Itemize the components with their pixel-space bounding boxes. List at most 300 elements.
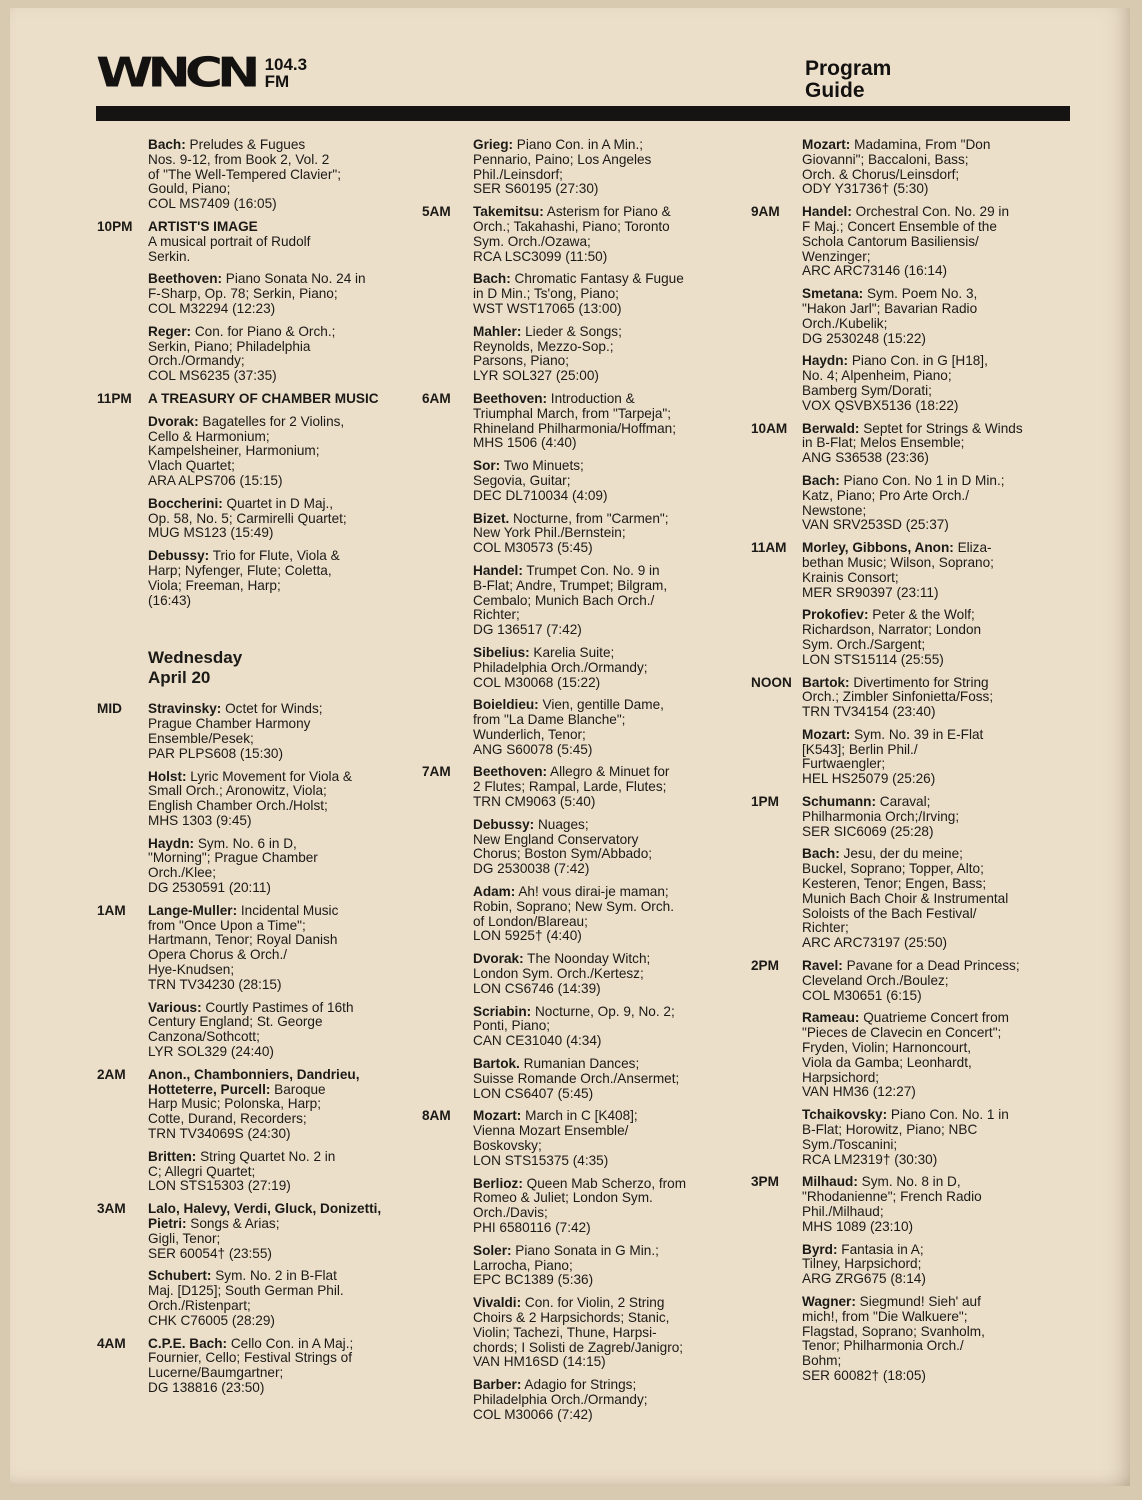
composer-name: Sor: (473, 458, 501, 474)
entry-line (148, 415, 397, 430)
entry-line: LYR SOL327 (25:00) (473, 368, 599, 384)
entry-line (473, 952, 732, 967)
entry-line (802, 422, 1061, 437)
slot-entries (473, 138, 732, 197)
entry-text: Con. for Piano & Orch.; (191, 323, 336, 339)
entry-line: Triumphal March, from "Tarpeja"; (473, 405, 672, 421)
entry-line: ODY Y31736† (5:30) (802, 181, 929, 197)
program-entry (148, 1269, 397, 1328)
program-entry (473, 698, 732, 757)
entry-text: Sym. No. 8 in D, (857, 1174, 961, 1190)
entry-line: Lucerne/Baumgartner; (148, 1365, 284, 1381)
entry-text: Septet for Strings & Winds (859, 420, 1023, 436)
entry-line: "Morning"; Prague Chamber (148, 850, 318, 866)
program-title: ARTIST'S IMAGE (148, 218, 258, 234)
time-slot (751, 541, 1061, 667)
entry-line: English Chamber Orch./Holst; (148, 798, 328, 814)
slot-time: 11PM (97, 390, 132, 406)
entry-line (473, 1244, 732, 1259)
program-entry (148, 1150, 397, 1194)
slot-entries (473, 765, 732, 1101)
composer-name: Soler: (473, 1242, 512, 1258)
composer-name: Various: (148, 999, 202, 1015)
composer-name: Milhaud: (802, 1174, 858, 1190)
entry-line: ARC ARC73197 (25:50) (802, 935, 948, 951)
entry-line: mich!, from "Die Walkuere"; (802, 1308, 968, 1324)
entry-line (473, 1378, 732, 1393)
time-slot (97, 702, 397, 896)
slot-time: 7AM (422, 764, 451, 780)
program-entry (148, 392, 397, 407)
program-entry (148, 272, 397, 316)
entry-line: Choirs & 2 Harpsichords; Stanic, (473, 1309, 670, 1325)
time-slot (751, 138, 1061, 197)
entry-line (473, 765, 732, 780)
entry-line: Rhineland Philharmonia/Hoffman; (473, 420, 677, 436)
entry-text: Lieder & Songs; (521, 323, 622, 339)
entry-line: Schola Cantorum Basiliensis/ (802, 233, 979, 249)
program-entry (473, 325, 732, 384)
program-entry (802, 474, 1061, 533)
program-entry (802, 138, 1061, 197)
entry-line: bethan Music; Wilson, Soprano; (802, 554, 994, 570)
composer-name: Scriabin: (473, 1003, 532, 1019)
station-logo (96, 49, 308, 100)
entry-text: Chromatic Fantasy & Fugue (510, 271, 684, 287)
entry-line: CAN CE31040 (4:34) (473, 1033, 602, 1049)
entry-line: Op. 58, No. 5; Carmirelli Quartet; (148, 510, 347, 526)
composer-name: Bach: (148, 137, 186, 152)
entry-line: Orch./Klee; (148, 865, 216, 881)
slot-entries (802, 205, 1061, 413)
logo-mark: WNCN (96, 49, 255, 97)
entry-line (148, 1001, 397, 1016)
slot-entries (148, 904, 397, 1060)
entry-line: TRN CM9063 (5:40) (473, 794, 596, 810)
entry-line: DEC DL710034 (4:09) (473, 487, 608, 503)
entry-text: Piano Con. in A Min.; (513, 137, 644, 152)
composer-name: Grieg: (473, 137, 514, 152)
entry-text: Adagio for Strings; (521, 1377, 637, 1393)
entry-line: Orch. & Chorus/Leinsdorf; (802, 166, 960, 182)
composer-name: Berlioz: (473, 1175, 523, 1191)
program-entry (473, 765, 732, 809)
program-entry (148, 1337, 397, 1396)
entry-text: A musical portrait of Rudolf (148, 233, 311, 249)
entry-line: RCA LSC3099 (11:50) (473, 248, 608, 264)
page-title-line-1: Program (805, 57, 892, 80)
composer-name: Wagner: (802, 1293, 856, 1309)
slot-entries (473, 205, 732, 384)
slot-entries (802, 541, 1061, 667)
entry-line (473, 325, 732, 340)
entry-line: Tenor; Philharmonia Orch./ (802, 1338, 964, 1354)
entry-line (473, 138, 732, 153)
entry-text: Allegro & Minuet for (547, 764, 670, 780)
entry-line: 2 Flutes; Rampal, Larde, Flutes; (473, 779, 667, 795)
time-slot (751, 205, 1061, 413)
entry-line: Flagstad, Soprano; Svanholm, (802, 1323, 985, 1339)
program-entry (473, 564, 732, 638)
entry-line: PHI 6580116 (7:42) (473, 1220, 591, 1235)
program-entry (802, 1011, 1061, 1100)
entry-line: COL M30068 (15:22) (473, 674, 601, 690)
entry-line: RCA LM2319† (30:30) (802, 1151, 938, 1167)
entry-line (802, 474, 1061, 489)
page-title-line-2: Guide (805, 79, 865, 102)
entry-text: Incidental Music (237, 902, 339, 918)
time-slot (422, 138, 732, 197)
program-entry (473, 138, 732, 197)
entry-line: Orch./Ristenpart; (148, 1298, 251, 1313)
program-entry (802, 608, 1061, 667)
program-entry (802, 676, 1061, 720)
entry-line: Fournier, Cello; Festival Strings of (148, 1350, 352, 1366)
composer-name: Mozart: (802, 726, 851, 742)
composer-name: Berwald: (802, 420, 860, 436)
time-slot (97, 138, 397, 212)
composer-name: Ravel: (802, 958, 843, 974)
entry-line: (16:43) (148, 592, 192, 608)
entry-line (148, 497, 397, 512)
composer-name: Britten: (148, 1148, 197, 1164)
entry-line: VAN HM16SD (14:15) (473, 1354, 606, 1370)
entry-text: Octet for Winds; (221, 701, 323, 717)
composer-name: Debussy: (473, 816, 535, 832)
time-slot (97, 1068, 397, 1194)
entry-text: Piano Sonata in G Min.; (511, 1242, 659, 1258)
entry-line: Serkin. (148, 248, 191, 264)
entry-text: Peter & the Wolf; (868, 607, 975, 623)
entry-text: Preludes & Fugues (185, 137, 306, 152)
entry-line: B-Flat; Horowitz, Piano; NBC (802, 1122, 978, 1138)
entry-line: Kampelsheiner, Harmonium; (148, 443, 320, 459)
entry-text: Asterism for Piano & (543, 204, 671, 220)
entry-line: of London/Blareau; (473, 913, 588, 929)
entry-text: Orchestral Con. No. 29 in (851, 204, 1010, 220)
slot-time: 1AM (97, 902, 126, 918)
entry-line: TRN TV34230 (28:15) (148, 976, 282, 992)
entry-line (473, 885, 732, 900)
entry-line: Harpsichord; (802, 1069, 880, 1085)
time-slot (751, 795, 1061, 951)
entry-line: Harp Music; Polonska, Harp; (148, 1096, 322, 1112)
entry-line: Orch./Kubelik; (802, 315, 888, 331)
entry-line: Buckel, Soprano; Topper, Alto; (802, 861, 984, 877)
entry-line (802, 354, 1061, 369)
entry-text: Courtly Pastimes of 16th (201, 999, 354, 1015)
entry-line: CHK C76005 (28:29) (148, 1312, 275, 1328)
entry-line: Philadelphia Orch./Ormandy; (473, 1391, 648, 1407)
composer-name: Takemitsu: (473, 204, 544, 220)
composer-name: Mahler: (473, 323, 522, 339)
entry-line: VOX QSVBX5136 (18:22) (802, 397, 959, 413)
composer-name: Mozart: (473, 1108, 522, 1124)
program-entry (473, 1296, 732, 1370)
day-date: April 20 (148, 668, 211, 688)
entry-line: Orch./Davis; (473, 1205, 548, 1221)
slot-time: 8AM (422, 1108, 451, 1124)
time-slot (97, 1202, 397, 1328)
program-entry (802, 1108, 1061, 1167)
slot-time: 2AM (97, 1066, 126, 1082)
program-entry (473, 512, 732, 556)
composer-name: Morley, Gibbons, Anon: (802, 540, 954, 556)
entry-line: Cello & Harmonium; (148, 428, 270, 444)
entry-line (802, 1011, 1061, 1026)
entry-line: Nos. 9-12, from Book 2, Vol. 2 (148, 151, 330, 167)
slot-entries (802, 1175, 1061, 1383)
entry-text: Lyric Movement for Viola & (186, 768, 352, 784)
entry-line (473, 459, 732, 474)
composer-name: Boccherini: (148, 495, 223, 511)
entry-line (148, 1150, 397, 1165)
entry-text: Nocturne, Op. 9, No. 2; (531, 1003, 675, 1019)
entry-text: Sym. No. 6 in D, (194, 835, 297, 851)
entry-line: Furtwaengler; (802, 756, 886, 772)
entry-line (802, 959, 1061, 974)
entry-line: Viola da Gamba; Leonhardt, (802, 1054, 972, 1070)
slot-time: MID (97, 701, 122, 717)
program-title: A TREASURY OF CHAMBER MUSIC (148, 390, 379, 406)
entry-line (473, 512, 732, 527)
entry-line: Orch./Ormandy; (148, 353, 245, 369)
entry-line: from "Once Upon a Time"; (148, 917, 306, 933)
entry-line: Prague Chamber Harmony (148, 716, 311, 732)
entry-line: TRN TV34069S (24:30) (148, 1126, 291, 1142)
program-entry (802, 287, 1061, 346)
slot-time: 11AM (751, 540, 787, 556)
time-slot (97, 220, 397, 384)
entry-line: Wenzinger; (802, 248, 871, 264)
entry-line: PAR PLPS608 (15:30) (148, 745, 284, 761)
composer-name: Handel: (473, 562, 523, 578)
composer-name: Beethoven: (473, 764, 548, 780)
entry-line: COL MS6235 (37:35) (148, 368, 277, 384)
entry-line: SER 60082† (18:05) (802, 1367, 926, 1383)
program-entry (802, 795, 1061, 839)
entry-line (148, 138, 397, 153)
entry-line: ARC ARC73146 (16:14) (802, 263, 948, 279)
program-entry (802, 354, 1061, 413)
frequency-number: 104.3 (264, 55, 308, 74)
slot-entries (148, 220, 397, 384)
entry-text: Quartet in D Maj., (222, 495, 334, 511)
entry-line (148, 549, 397, 564)
time-slot (422, 765, 732, 1101)
slot-entries (802, 795, 1061, 951)
composer-name: Lange-Muller: (148, 902, 238, 918)
entry-line: HEL HS25079 (25:26) (802, 771, 936, 787)
composer-name: Vivaldi: (473, 1295, 522, 1311)
composer-name: Bach: (802, 846, 840, 862)
entry-line: LON CS6407 (5:45) (473, 1085, 594, 1101)
entry-line: DG 2530248 (15:22) (802, 330, 926, 346)
entry-line: Maj. [D125]; South German Phil. (148, 1283, 344, 1299)
time-slot (422, 205, 732, 384)
program-entry (473, 1109, 732, 1168)
entry-line (802, 795, 1061, 810)
time-slot (751, 422, 1061, 534)
entry-text: Cello Con. in A Maj.; (227, 1335, 354, 1351)
composer-name: Bach: (802, 472, 840, 488)
entry-text: Jesu, der du meine; (839, 846, 963, 862)
composer-name: Smetana: (802, 286, 864, 302)
column-1 (97, 138, 397, 1404)
entry-line (148, 837, 397, 852)
entry-line: Sym. Orch./Sargent; (802, 636, 926, 652)
composer-name: Holst: (148, 768, 187, 784)
entry-line (148, 1337, 397, 1352)
program-entry (148, 325, 397, 384)
entry-line (148, 702, 397, 717)
entry-line: COL M30066 (7:42) (473, 1406, 593, 1422)
entry-text: Sym. No. 39 in E-Flat (850, 726, 984, 742)
entry-line: Bohm; (802, 1353, 842, 1369)
frequency-band: FM (264, 72, 290, 91)
composer-name: Anon., Chambonniers, Dandrieu, Hotteterre, Purcell: (148, 1066, 360, 1097)
program-entry (473, 646, 732, 690)
entry-line: DG 2530591 (20:11) (148, 880, 271, 896)
entry-text: Caraval; (876, 794, 931, 810)
entry-text: Bagatelles for 2 Violins, (198, 413, 345, 429)
entry-line: Fryden, Violin; Harnoncourt, (802, 1040, 971, 1056)
entry-line: VAN HM36 (12:27) (802, 1084, 916, 1100)
entry-text: Piano Con. No. 1 in (887, 1107, 1009, 1123)
entry-line (802, 847, 1061, 862)
entry-line: LON STS15375 (4:35) (473, 1152, 609, 1168)
entry-line (802, 138, 1061, 153)
entry-line: VAN SRV253SD (25:37) (802, 517, 949, 533)
time-slot (97, 392, 397, 608)
entry-line: MER SR90397 (23:11) (802, 584, 939, 600)
entry-line (473, 205, 732, 220)
entry-line: Richter; (473, 607, 520, 623)
composer-name: Handel: (802, 204, 852, 220)
program-entry (148, 1001, 397, 1060)
entry-line: Small Orch.; Aronowitz, Viola; (148, 783, 327, 799)
entry-line: LYR SOL329 (24:40) (148, 1044, 274, 1060)
slot-entries (148, 1202, 397, 1328)
composer-name: Beethoven: (148, 271, 223, 287)
entry-line: F Maj.; Concert Ensemble of the (802, 218, 997, 234)
composer-name: Bach: (473, 271, 511, 287)
entry-line: LON STS15303 (27:19) (148, 1178, 291, 1194)
entry-line: "Hakon Jarl"; Bavarian Radio (802, 300, 978, 316)
entry-line: Serkin, Piano; Philadelphia (148, 338, 311, 354)
program-entry (148, 220, 397, 264)
entry-text: Queen Mab Scherzo, from (522, 1175, 687, 1191)
entry-line: COL MS7409 (16:05) (148, 196, 277, 212)
entry-line (473, 1005, 732, 1020)
entry-text: Madamina, From "Don (850, 137, 991, 152)
entry-line: Giovanni"; Baccaloni, Bass; (802, 151, 969, 167)
slot-entries (148, 702, 397, 896)
entry-text: Baroque (270, 1081, 326, 1097)
entry-line (148, 1068, 397, 1098)
entry-line: Segovia, Guitar; (473, 472, 571, 488)
entry-line: Gigli, Tenor; (148, 1230, 221, 1246)
entry-line (473, 698, 732, 713)
entry-line (802, 728, 1061, 743)
slot-entries (148, 138, 397, 212)
slot-entries (148, 1337, 397, 1396)
entry-line: DG 138816 (23:50) (148, 1379, 265, 1395)
entry-line: Ponti, Piano; (473, 1018, 551, 1034)
program-entry (802, 422, 1061, 466)
entry-line: ARA ALPS706 (15:15) (148, 472, 283, 488)
entry-line (802, 608, 1061, 623)
entry-text: Nocturne, from "Carmen"; (509, 510, 669, 526)
entry-line (802, 287, 1061, 302)
entry-line: Vlach Quartet; (148, 458, 235, 474)
entry-line: Richardson, Narrator; London (802, 622, 982, 638)
composer-name: Reger: (148, 323, 192, 339)
program-entry (148, 1202, 397, 1261)
entry-line: in D Min.; Ts'ong, Piano; (473, 286, 619, 302)
program-entry (802, 959, 1061, 1003)
entry-text: Quatrieme Concert from (859, 1010, 1009, 1026)
entry-line: SER S60195 (27:30) (473, 181, 599, 197)
program-entry (473, 1005, 732, 1049)
entry-line (802, 205, 1061, 220)
entry-line: LON 5925† (4:40) (473, 928, 582, 944)
entry-line (473, 272, 732, 287)
time-slot (422, 392, 732, 758)
entry-line (802, 1295, 1061, 1310)
time-slot (422, 1109, 732, 1422)
time-slot (751, 676, 1061, 788)
entry-line: Romeo & Juliet; London Sym. (473, 1190, 653, 1206)
program-entry (473, 272, 732, 316)
program-entry (148, 904, 397, 993)
entry-text: Con. for Violin, 2 String (521, 1295, 665, 1311)
entry-line: Cleveland Orch./Boulez; (802, 972, 949, 988)
time-slot (751, 1175, 1061, 1383)
entry-line: MHS 1506 (4:40) (473, 435, 577, 451)
entry-line: New York Phil./Bernstein; (473, 525, 626, 541)
entry-line: [K543]; Berlin Phil./ (802, 741, 918, 757)
program-entry (802, 541, 1061, 600)
entry-line (473, 646, 732, 661)
entry-line: Reynolds, Mezzo-Sop.; (473, 338, 614, 354)
slot-time: 2PM (751, 958, 779, 974)
slot-time: 1PM (751, 794, 779, 810)
entry-line: Cembalo; Munich Bach Orch./ (473, 592, 655, 608)
composer-name: Barber: (473, 1377, 522, 1393)
entry-text: Siegmund! Sieh' auf (855, 1293, 981, 1309)
entry-text: Piano Sonata No. 24 in (222, 271, 366, 287)
composer-name: Bizet. (473, 510, 510, 526)
header-rule (96, 106, 1070, 121)
entry-line: Vienna Mozart Ensemble/ (473, 1123, 629, 1139)
program-entry (473, 1057, 732, 1101)
entry-line (473, 1057, 732, 1072)
entry-line: Robin, Soprano; New Sym. Orch. (473, 898, 674, 914)
program-entry (148, 415, 397, 489)
program-entry (148, 549, 397, 608)
entry-line: DG 136517 (7:42) (473, 622, 582, 638)
composer-name: Haydn: (802, 353, 849, 369)
time-slot (751, 959, 1061, 1167)
entry-line: Gould, Piano; (148, 181, 231, 197)
time-slot (97, 1337, 397, 1396)
composer-name: Rameau: (802, 1010, 860, 1026)
page-title (805, 58, 891, 102)
entry-line: Philharmonia Orch;/Irving; (802, 808, 960, 824)
entry-line: Boskovsky; (473, 1138, 542, 1154)
entry-text: Eliza- (953, 540, 992, 556)
